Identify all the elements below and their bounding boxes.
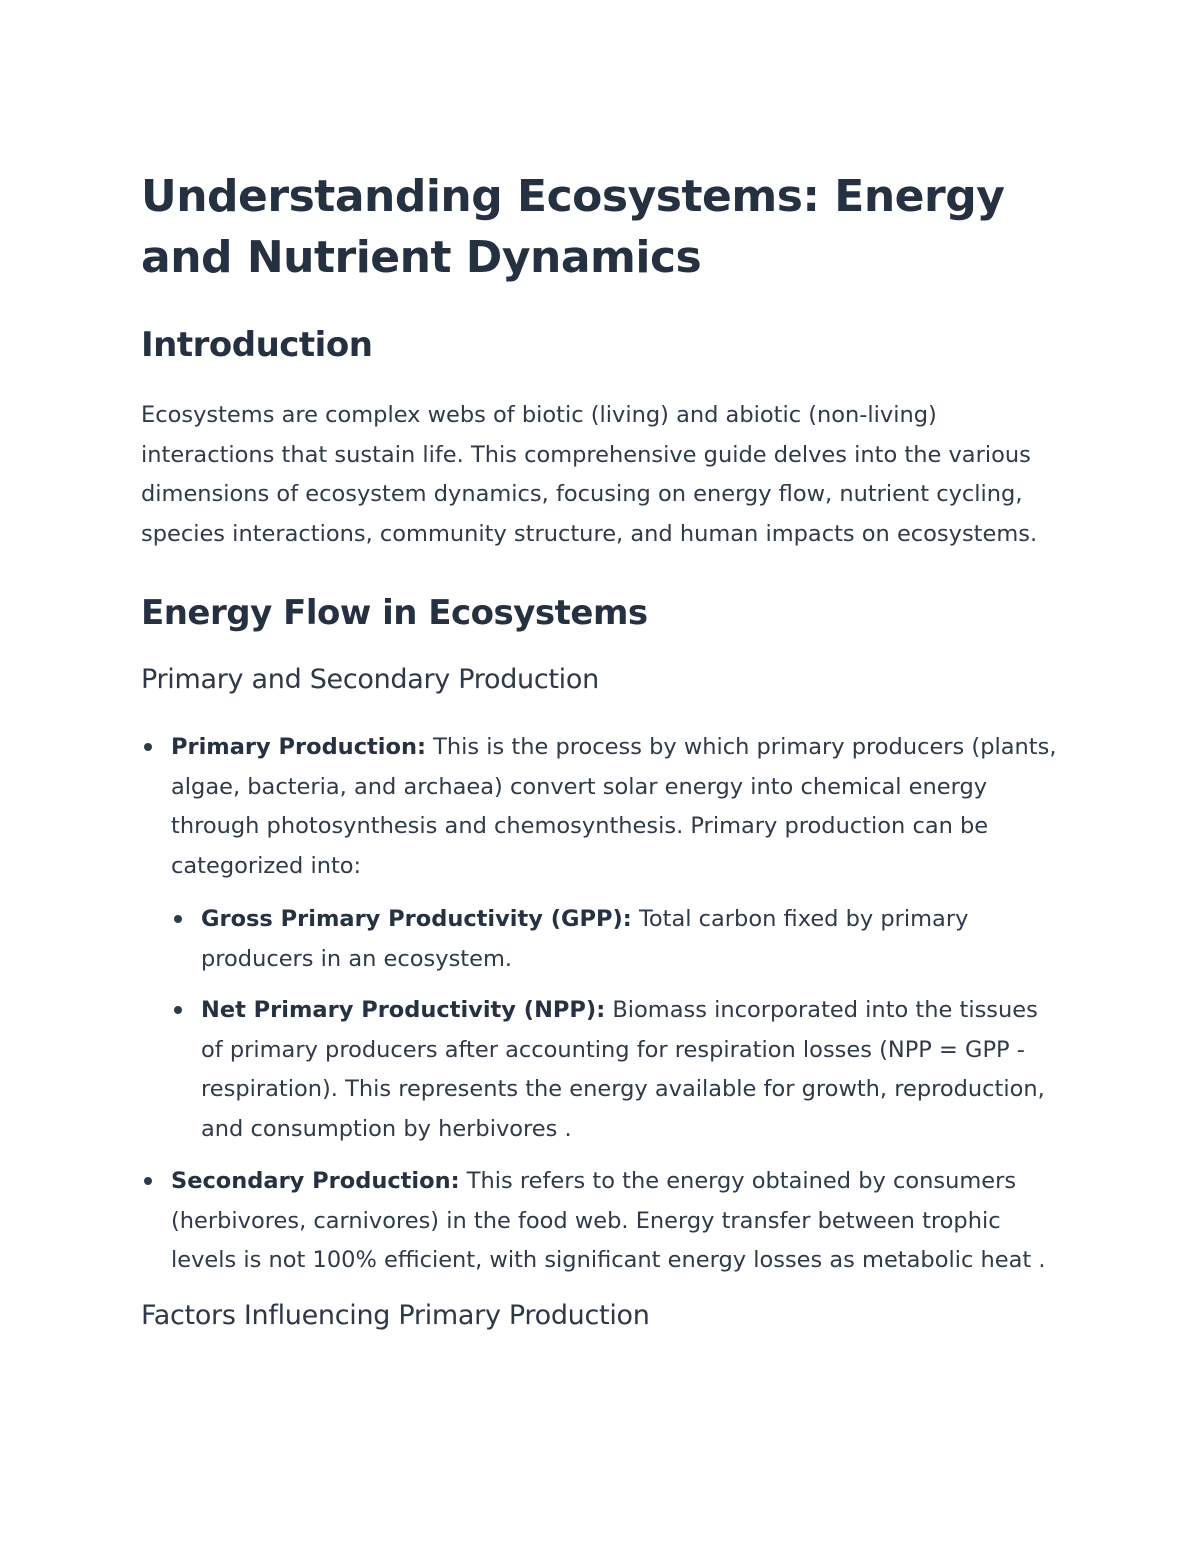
energy-flow-heading: Energy Flow in Ecosystems xyxy=(141,593,648,633)
bullet-icon xyxy=(144,743,152,751)
production-subheading: Primary and Secondary Production xyxy=(141,664,599,695)
gpp-text: Total carbon fixed by primary producers in an ecosystem. xyxy=(201,906,969,972)
bullet-icon xyxy=(174,1006,182,1014)
primary-production-sublist xyxy=(171,900,1061,1149)
document-page xyxy=(141,166,1061,1333)
introduction-paragraph: Ecosystems are complex webs of biotic (living) and abiotic (non-living) interactions that sustain life. This comprehensive guide delves into the various dimensions of ecosystem dynamics, focusing on energy flow, nutrient cycling, species interactions, community structure, and human impacts on ecosystems. xyxy=(141,402,1038,547)
list-item-gpp xyxy=(171,900,1061,979)
factors-subheading: Factors Influencing Primary Production xyxy=(141,1299,650,1331)
term-npp: Net Primary Productivity (NPP): xyxy=(201,997,606,1023)
term-secondary-production: Secondary Production: xyxy=(171,1168,460,1194)
secondary-production-text: This refers to the energy obtained by consumers (herbivores, carnivores) in the food web. Energy transfer between trophic levels is not 100% efficient, with significant energy losses as metabolic heat . xyxy=(171,1168,1046,1273)
list-item-secondary-production xyxy=(141,1162,1061,1281)
production-list xyxy=(141,728,1061,1281)
introduction-heading: Introduction xyxy=(141,325,373,365)
bullet-icon xyxy=(144,1177,152,1185)
list-item-primary-production xyxy=(141,728,1061,1149)
term-primary-production: Primary Production: xyxy=(171,734,426,760)
primary-production-text: This is the process by which primary producers (plants, algae, bacteria, and archaea) convert solar energy into chemical energy through photosynthesis and chemosynthesis. Primary production can be categorized into: xyxy=(171,734,1057,879)
list-item-npp xyxy=(171,991,1061,1149)
bullet-icon xyxy=(174,915,182,923)
npp-text: Biomass incorporated into the tissues of primary producers after accounting for respiration losses (NPP = GPP - respiration). This represents the energy available for growth, reproduction, and consumption by herbivores . xyxy=(201,997,1045,1142)
document-title: Understanding Ecosystems: Energy and Nutrient Dynamics xyxy=(141,171,1005,283)
term-gpp: Gross Primary Productivity (GPP): xyxy=(201,906,632,932)
